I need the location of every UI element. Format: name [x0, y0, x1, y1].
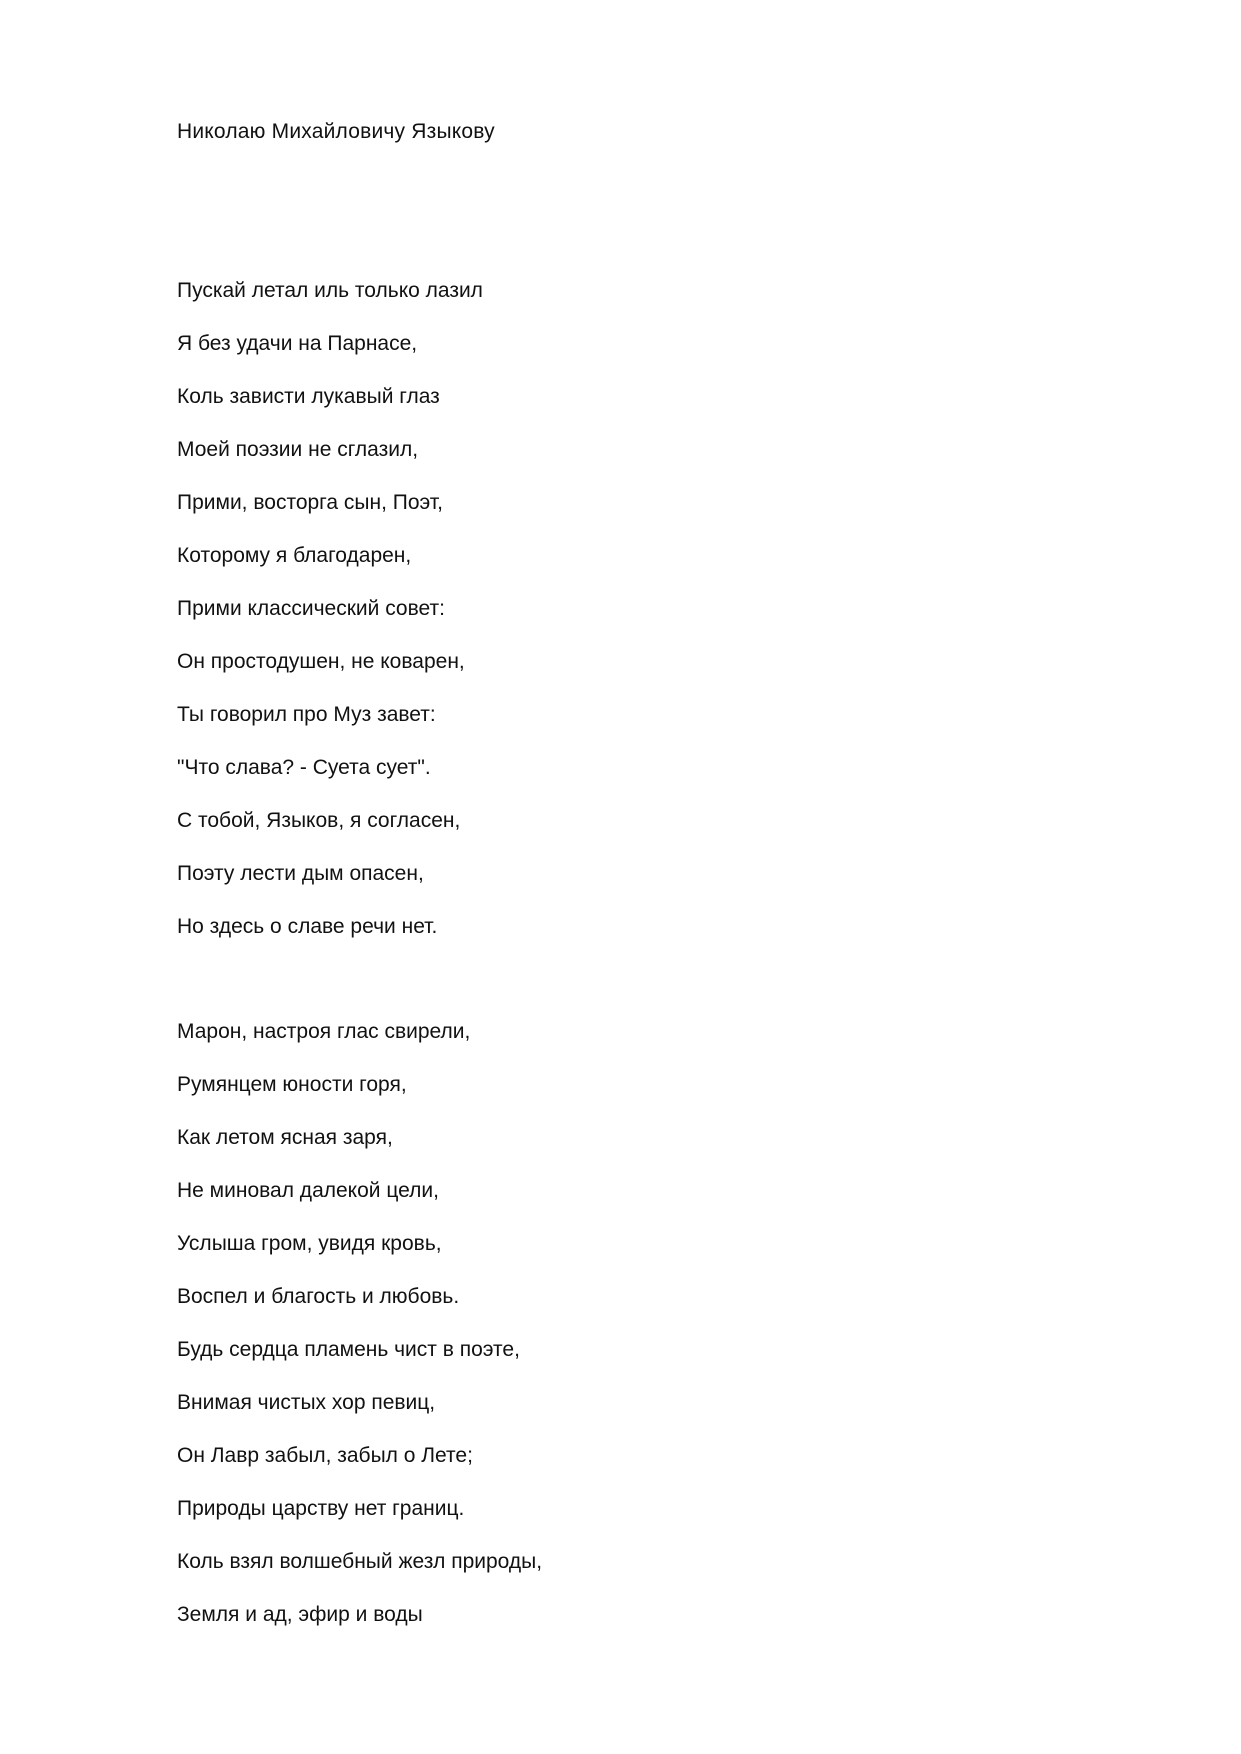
poem-line: Он Лавр забыл, забыл о Лете; [177, 1444, 473, 1467]
poem-line: Внимая чистых хор певиц, [177, 1391, 436, 1414]
poem-line: Коль взял волшебный жезл природы, [177, 1550, 543, 1573]
poem-line: Пускай летал иль только лазил [177, 279, 483, 302]
poem-stanza-1 [177, 277, 483, 966]
poem-line: Он простодушен, не коварен, [177, 650, 465, 673]
poem-line: Прими, восторга сын, Поэт, [177, 491, 443, 514]
poem-line: Коль зависти лукавый глаз [177, 385, 440, 408]
poem-line: Марон, настроя глас свирели, [177, 1020, 471, 1043]
poem-line: Румянцем юности горя, [177, 1073, 407, 1096]
poem-stanza-2 [177, 1018, 542, 1654]
poem-line: Я без удачи на Парнасе, [177, 332, 418, 355]
poem-line: Будь сердца пламень чист в поэте, [177, 1338, 520, 1361]
poem-line: Ты говорил про Муз завет: [177, 703, 436, 726]
poem-line: Которому я благодарен, [177, 544, 412, 567]
poem-line: Поэту лести дым опасен, [177, 862, 424, 885]
poem-line: Услыша гром, увидя кровь, [177, 1232, 442, 1255]
poem-line: Не миновал далекой цели, [177, 1179, 439, 1202]
poem-line: Воспел и благость и любовь. [177, 1285, 460, 1308]
poem-line: Моей поэзии не сглазил, [177, 438, 419, 461]
poem-line: Но здесь о славе речи нет. [177, 915, 438, 938]
poem-line: Земля и ад, эфир и воды [177, 1603, 423, 1626]
poem-line: С тобой, Языков, я согласен, [177, 809, 461, 832]
poem-line: "Что слава? - Суета сует". [177, 756, 431, 779]
poem-line: Природы царству нет границ. [177, 1497, 465, 1520]
poem-line: Как летом ясная заря, [177, 1126, 393, 1149]
poem-line: Прими классический совет: [177, 597, 445, 620]
dedication-heading: Николаю Михайловичу Языкову [177, 120, 495, 143]
